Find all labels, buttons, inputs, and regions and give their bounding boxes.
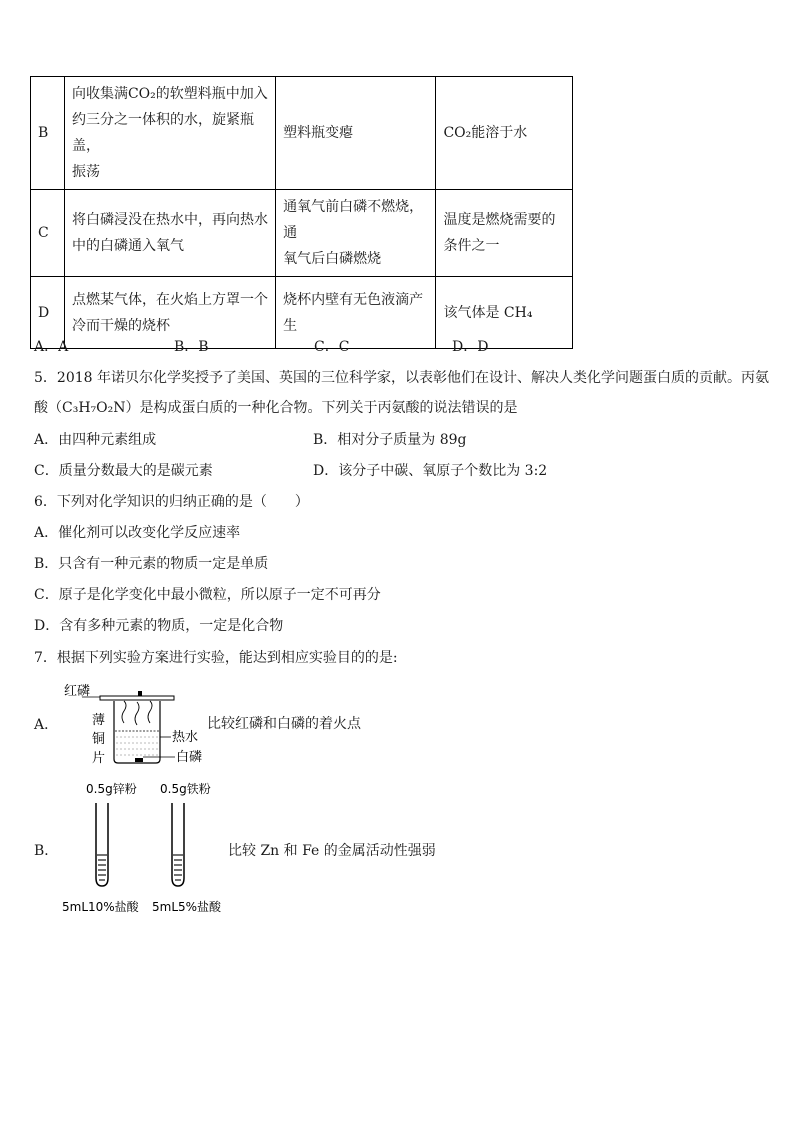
q6-option-a[interactable]: A．催化剂可以改变化学反应速率 bbox=[34, 525, 241, 541]
q6-option-b[interactable]: B．只含有一种元素的物质一定是单质 bbox=[34, 556, 269, 572]
copper-sheet bbox=[100, 696, 174, 700]
q7-option-b-purpose: 比较 Zn 和 Fe 的金属活动性强弱 bbox=[228, 843, 436, 859]
q5-stem-line2: 酸（C₃H₇O₂N）是构成蛋白质的一种化合物。下列关于丙氨酸的说法错误的是 bbox=[34, 400, 518, 416]
experiment-phenomenon: 烧杯内壁有无色液滴产 生 bbox=[276, 277, 436, 349]
beaker bbox=[114, 701, 160, 763]
q5-option-c[interactable]: C．质量分数最大的是碳元素 bbox=[34, 463, 213, 479]
white-phosphorus bbox=[135, 758, 143, 762]
q6-stem: 6．下列对化学知识的归纳正确的是（ ） bbox=[34, 494, 309, 510]
steam-left bbox=[122, 701, 126, 723]
copper-sheet-label-3: 片 bbox=[92, 751, 106, 766]
copper-sheet-label-1: 薄 bbox=[92, 713, 106, 728]
hot-water bbox=[116, 737, 158, 755]
white-phosphorus-label: 白磷 bbox=[176, 750, 203, 765]
q7-option-a-letter[interactable]: A． bbox=[34, 717, 59, 733]
phosphorus-ignition-apparatus bbox=[60, 675, 220, 770]
q5-stem-line1: 5．2018 年诺贝尔化学奖授予了美国、英国的三位科学家，以表彰他们在设计、解决人类化学问题蛋白质的贡献。丙氨 bbox=[34, 370, 769, 386]
steam-middle bbox=[135, 702, 139, 725]
row-label: C bbox=[31, 190, 65, 277]
q5-option-b[interactable]: B．相对分子质量为 89g bbox=[313, 432, 467, 448]
q5-option-d[interactable]: D．该分子中碳、氧原子个数比为 3:2 bbox=[313, 463, 548, 479]
red-phosphorus bbox=[138, 691, 142, 696]
hot-water-label: 热水 bbox=[172, 730, 199, 745]
q7-option-a-purpose: 比较红磷和白磷的着火点 bbox=[207, 716, 361, 732]
table-row bbox=[31, 77, 573, 190]
q4-option-a[interactable]: A．A bbox=[34, 339, 69, 355]
experiment-phenomenon: 通氧气前白磷不燃烧，通 氧气后白磷燃烧 bbox=[276, 190, 436, 277]
q7-stem: 7．根据下列实验方案进行实验，能达到相应实验目的的是: bbox=[34, 650, 398, 666]
table-row bbox=[31, 277, 573, 349]
copper-sheet-label-2: 铜 bbox=[92, 732, 106, 747]
experiment-conclusion: 温度是燃烧需要的 条件之一 bbox=[436, 190, 573, 277]
experiment-operation: 点燃某气体，在火焰上方罩一个 冷而干燥的烧杯 bbox=[64, 277, 275, 349]
q6-option-d[interactable]: D．含有多种元素的物质，一定是化合物 bbox=[34, 618, 284, 634]
steam-right bbox=[148, 701, 152, 723]
q7-option-b-letter[interactable]: B． bbox=[34, 843, 59, 859]
q6-option-c[interactable]: C．原子是化学变化中最小微粒，所以原子一定不可再分 bbox=[34, 587, 381, 603]
q4-option-c[interactable]: C．C bbox=[314, 339, 350, 355]
left-acid-label: 5mL10%盐酸 bbox=[62, 900, 139, 914]
q4-options-table bbox=[30, 76, 573, 349]
experiment-operation: 向收集满CO₂的软塑料瓶中加入 约三分之一体积的水，旋紧瓶盖， 振荡 bbox=[64, 77, 275, 190]
q5-option-a[interactable]: A．由四种元素组成 bbox=[34, 432, 157, 448]
zn-fe-acid-comparison-apparatus bbox=[58, 778, 228, 918]
right-acid-label: 5mL5%盐酸 bbox=[152, 900, 222, 914]
q4-option-d[interactable]: D．D bbox=[452, 339, 489, 355]
row-label: D bbox=[31, 277, 65, 349]
row-label: B bbox=[31, 77, 65, 190]
red-phosphorus-label: 红磷 bbox=[64, 684, 91, 699]
experiment-operation: 将白磷浸没在热水中，再向热水 中的白磷通入氧气 bbox=[64, 190, 275, 277]
iron-powder-label: 0.5g铁粉 bbox=[160, 782, 211, 796]
right-test-tube bbox=[172, 803, 184, 886]
zinc-powder-label: 0.5g锌粉 bbox=[86, 782, 137, 796]
table-row bbox=[31, 190, 573, 277]
q4-option-b[interactable]: B．B bbox=[174, 339, 209, 355]
experiment-conclusion: CO₂能溶于水 bbox=[436, 77, 573, 190]
experiment-phenomenon: 塑料瓶变瘪 bbox=[276, 77, 436, 190]
experiment-conclusion: 该气体是 CH₄ bbox=[436, 277, 573, 349]
